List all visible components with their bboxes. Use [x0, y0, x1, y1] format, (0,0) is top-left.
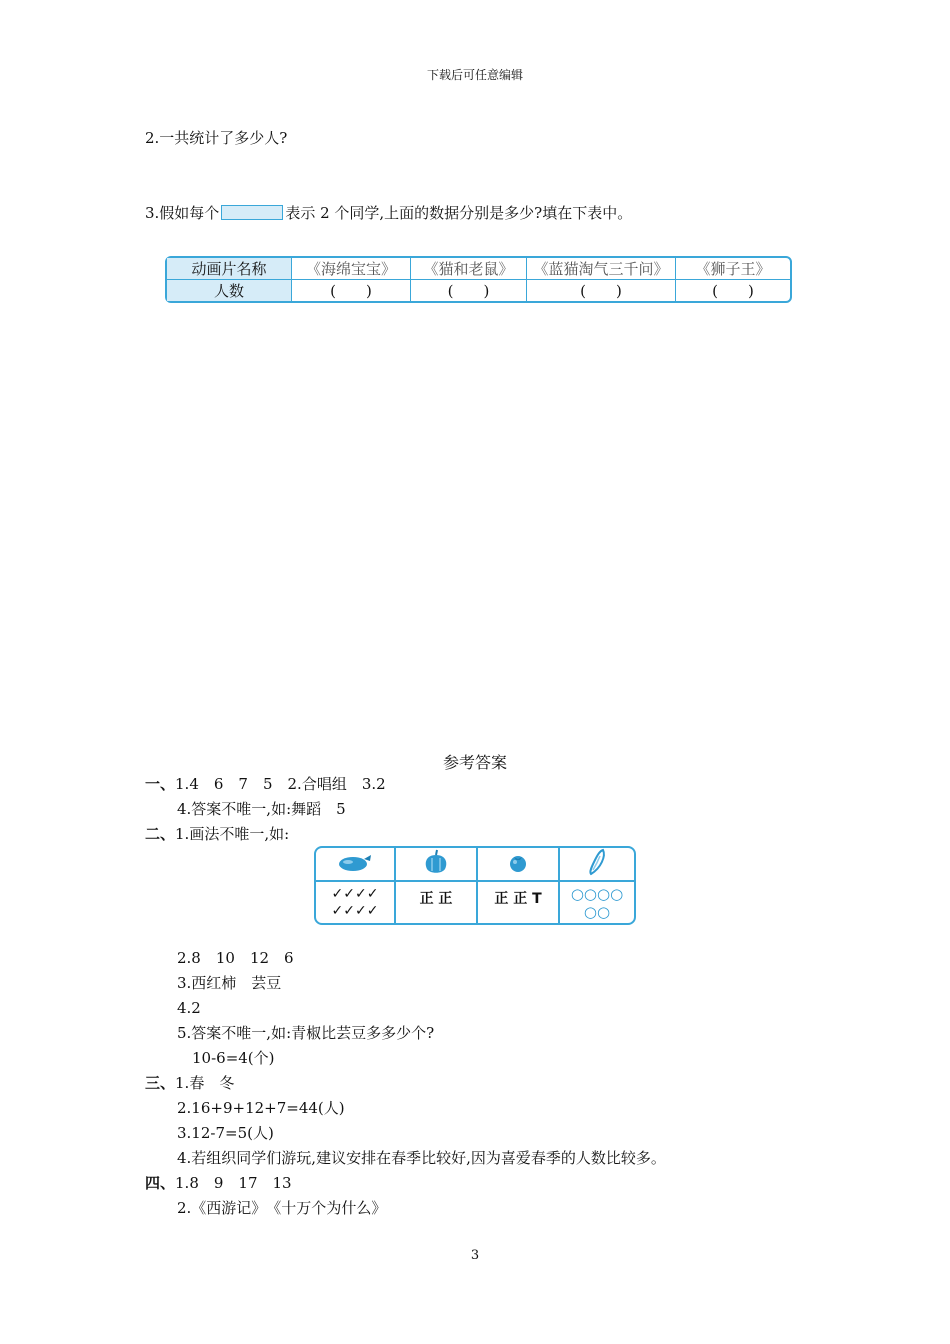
- unit-rectangle: [221, 205, 283, 220]
- tomato-icon: [478, 848, 560, 882]
- answer-line: 5.答案不唯一,如:青椒比芸豆多多少个?: [177, 1024, 435, 1042]
- check-marks: ✓✓✓✓ ✓✓✓✓: [316, 882, 396, 923]
- pepper-icon: [396, 848, 478, 882]
- answer-line: 4.答案不唯一,如:舞蹈 5: [177, 800, 346, 818]
- answer-line: 2.8 10 12 6: [177, 949, 294, 967]
- page-number: 3: [470, 1248, 480, 1263]
- tally-pepper: 正 正: [396, 882, 478, 923]
- answers-block-1: [145, 774, 386, 844]
- answers-block-2: [145, 948, 666, 1218]
- eggplant-icon: [316, 848, 396, 882]
- question-3-after: 表示 2 个同学,上面的数据分别是多少?填在下表中。: [285, 204, 633, 222]
- title-cell: 《海绵宝宝》: [292, 258, 411, 280]
- answers-title: 参考答案: [442, 753, 507, 772]
- answer-line: 10-6=4(个): [177, 1049, 275, 1067]
- circle-marks: ○○○○ ○○: [570, 884, 624, 921]
- answer-line: 一、1.4 6 7 5 2.合唱组 3.2: [145, 775, 386, 793]
- answer-line: 3.西红柿 芸豆: [177, 974, 282, 992]
- tally-tomato: 正 正 T: [478, 882, 560, 923]
- blank-cell[interactable]: ( ): [292, 280, 411, 301]
- answer-line: 二、1.画法不唯一,如:: [145, 825, 290, 843]
- title-cell: 《蓝猫淘气三千问》: [527, 258, 676, 280]
- question-3-before: 3.假如每个: [145, 204, 220, 222]
- title-cell: 《猫和老鼠》: [411, 258, 527, 280]
- answer-line: 4.若组织同学们游玩,建议安排在春季比较好,因为喜爱春季的人数比较多。: [177, 1149, 666, 1167]
- blank-cell[interactable]: ( ): [712, 282, 754, 300]
- vegetable-table: [314, 846, 636, 925]
- blank-cell[interactable]: ( ): [411, 280, 527, 301]
- answer-line: 4.2: [177, 999, 201, 1017]
- answer-line: 三、1.春 冬: [145, 1074, 235, 1092]
- answer-line: 2.《西游记》 《十万个为什么》: [177, 1199, 387, 1217]
- answer-line: 3.12-7=5(人): [177, 1124, 274, 1142]
- answer-line: 四、1.8 9 17 13: [145, 1174, 292, 1192]
- blank-cell[interactable]: ( ): [527, 280, 676, 301]
- cartoon-table: [165, 256, 792, 303]
- page-header: 下载后可任意编辑: [426, 68, 523, 82]
- title-cell: 《狮子王》: [676, 258, 790, 280]
- question-3: [145, 202, 632, 223]
- answer-line: 2.16+9+12+7=44(人): [177, 1099, 345, 1117]
- row-label-title: 动画片名称: [167, 258, 292, 280]
- bean-icon: [560, 848, 634, 882]
- question-2: 2.一共统计了多少人?: [145, 129, 288, 147]
- row-label-count: 人数: [167, 280, 292, 301]
